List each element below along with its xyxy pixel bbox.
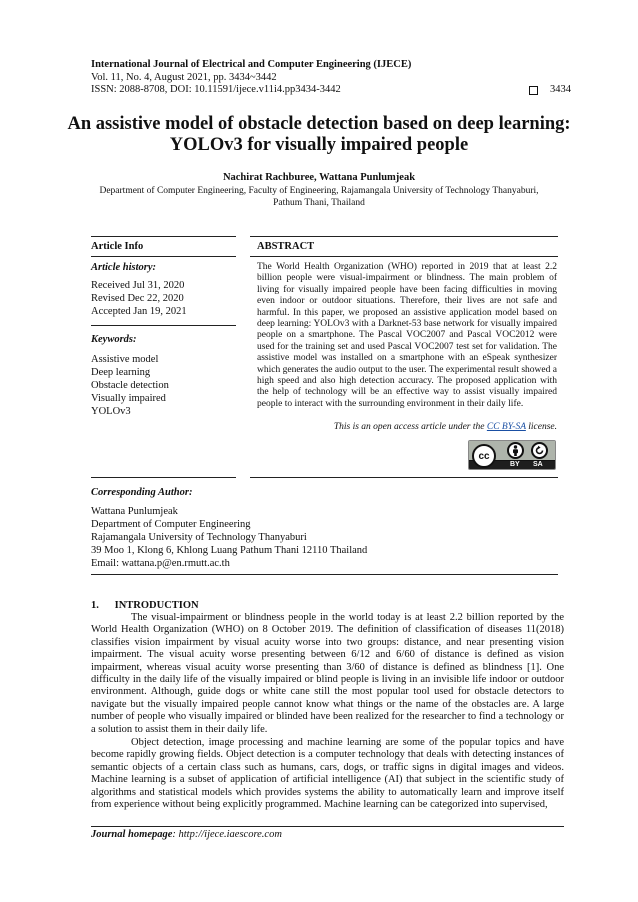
- issn-row: [91, 84, 571, 97]
- cc-by-sa-badge[interactable]: [468, 440, 556, 470]
- affiliation: [92, 185, 546, 209]
- by-label: BY: [510, 461, 520, 468]
- page-number: 3434: [550, 84, 571, 95]
- affiliation-line-2: Pathum Thani, Thailand: [273, 198, 365, 208]
- license-suffix: license.: [525, 422, 557, 432]
- sa-label: SA: [533, 461, 543, 468]
- title-line-2: YOLOv3 for visually impaired people: [169, 135, 469, 155]
- cc-icon: [472, 444, 496, 468]
- article-info-top-rule: [91, 236, 236, 237]
- corresponding-author: [91, 505, 367, 570]
- square-bullet-icon: [529, 86, 538, 95]
- corresponding-bottom-rule: [91, 574, 558, 575]
- history-received: Received Jul 31, 2020: [91, 280, 185, 291]
- keyword-item: YOLOv3: [91, 406, 131, 417]
- keyword-item: Assistive model: [91, 354, 159, 365]
- share-alike-icon: [531, 442, 548, 459]
- journal-header: [91, 59, 571, 97]
- authors: Nachirat Rachburee, Wattana Punlumjeak: [222, 172, 416, 183]
- cc-text: cc: [478, 450, 490, 462]
- intro-paragraph-1-text: The visual-impairment or blindness people in the world today is at least 2.2 billion reported by the World Health Organization (WHO) on 8 October 2019. The definition of classification of diseases 11(2018) classifies vision impairment by visual acuity worse into two groups: distance, and near presenting vision impairment. The visual acuity worse presenting between 6/12 and 6/60 of distance is defined as vision impairment, whereas visual acuity worse presenting than 3/60 of distance is defined as blindness [1]. One difficulty in the daily life of the visually impaired or blind people is living in an invisible life indoor or outdoor environment. Although, guide dogs or white cane still the most popular tool used for obstacle detectors to navigate but the visually impaired people cannot know what things or the name of the obstacles are. A large number of people who visually impaired or blinded have been realized for the researcher to find a technology or a solution to assist them in their daily life.: [91, 612, 564, 735]
- issn-doi: ISSN: 2088-8708, DOI: 10.11591/ijece.v11i4.pp3434-3442: [91, 84, 341, 95]
- corresponding-heading: Corresponding Author:: [91, 487, 193, 498]
- intro-paragraph-2: [91, 737, 564, 811]
- keywords-heading: Keywords:: [91, 334, 137, 345]
- keyword-item: Visually impaired: [91, 393, 166, 404]
- journal-name: International Journal of Electrical and Computer Engineering (IJECE): [91, 59, 412, 70]
- abstract-heading: ABSTRACT: [257, 241, 315, 252]
- license-link[interactable]: CC BY-SA: [486, 422, 526, 432]
- abstract-top-rule: [250, 236, 558, 237]
- keyword-item: Obstacle detection: [91, 380, 169, 391]
- corr-department: Department of Computer Engineering: [91, 519, 251, 530]
- intro-paragraph-1: [91, 612, 564, 736]
- page-number-group: [529, 84, 571, 97]
- volume-info: Vol. 11, No. 4, August 2021, pp. 3434~3442: [91, 71, 277, 83]
- footer-rule: [91, 826, 564, 827]
- history-revised: Revised Dec 22, 2020: [91, 293, 184, 304]
- abstract-rule: [250, 256, 558, 257]
- by-person-icon: [507, 442, 524, 459]
- title-line-1: An assistive model of obstacle detection based on deep learning:: [67, 114, 571, 134]
- corr-university: Rajamangala University of Technology Thanyaburi: [91, 532, 307, 543]
- article-history-heading: Article history:: [91, 262, 157, 273]
- homepage-url[interactable]: : http://ijece.iaescore.com: [172, 829, 282, 840]
- abstract-bottom-rule: [250, 477, 558, 478]
- keyword-item: Deep learning: [91, 367, 151, 378]
- affiliation-line-1: Department of Computer Engineering, Faculty of Engineering, Rajamangala University of Technology Thanyaburi,: [99, 186, 539, 196]
- keywords-list: [91, 353, 169, 418]
- homepage-label: Journal homepage: [91, 829, 173, 840]
- article-info-heading: Article Info: [91, 241, 144, 252]
- license-note: [257, 422, 557, 432]
- keywords-rule: [91, 325, 236, 326]
- corr-email: Email: wattana.p@en.rmutt.ac.th: [91, 558, 230, 569]
- article-info-rule: [91, 256, 236, 257]
- corr-address: 39 Moo 1, Klong 6, Khlong Luang Pathum Thani 12110 Thailand: [91, 545, 368, 556]
- article-history: [91, 279, 187, 318]
- share-alike-glyph: [534, 445, 545, 456]
- corr-name: Wattana Punlumjeak: [91, 506, 178, 517]
- history-accepted: Accepted Jan 19, 2021: [91, 306, 187, 317]
- journal-homepage: [91, 829, 282, 840]
- paper-title: [60, 114, 578, 156]
- license-prefix: This is an open access article under the: [333, 422, 487, 432]
- intro-paragraph-2-text: Object detection, image processing and machine learning are some of the popular topics and have become rapidly growing fields. Object detection is a computer technology that deals with detecting instances of semantic objects of a certain class such as humans, cars, dogs, or traffic signs in digital images and videos. Machine learning is a subset of application of artificial intelligence (AI) that subject in the scientific study of algorithms and statistical models which provides systems the ability to automatically learn and improve itself from experience without being explicitly programmed. Machine learning can be categorized into supervised,: [91, 737, 564, 811]
- section-heading-introduction: 1. INTRODUCTION: [91, 600, 199, 611]
- abstract-text: The World Health Organization (WHO) reported in 2019 that at least 2.2 billion people were visual-impairment or blindness. The main problem of living for visually impaired people have been facing difficulties in moving even indoor or outdoor situations. Therefore, their lives are not safe and harmful. In this paper, we proposed an assistive application model based on deep learning: YOLOv3 with a Darknet-53 base network for visually impaired people on a smartphone. The Pascal VOC2007 and Pascal VOC2012 were used for the training set and used Pascal VOC2007 test set for validation. The assistive model was installed on a smartphone with an eSpeak synthesizer which generates the audio output to the user. The experimental result showed a high speed and also high detection accuracy. The proposed application with the help of technology will be an effective way to assist visually impaired people to interact with the surrounding environment in their daily life.: [257, 262, 557, 409]
- left-column-bottom-rule: [91, 477, 236, 478]
- person-glyph: [511, 445, 520, 456]
